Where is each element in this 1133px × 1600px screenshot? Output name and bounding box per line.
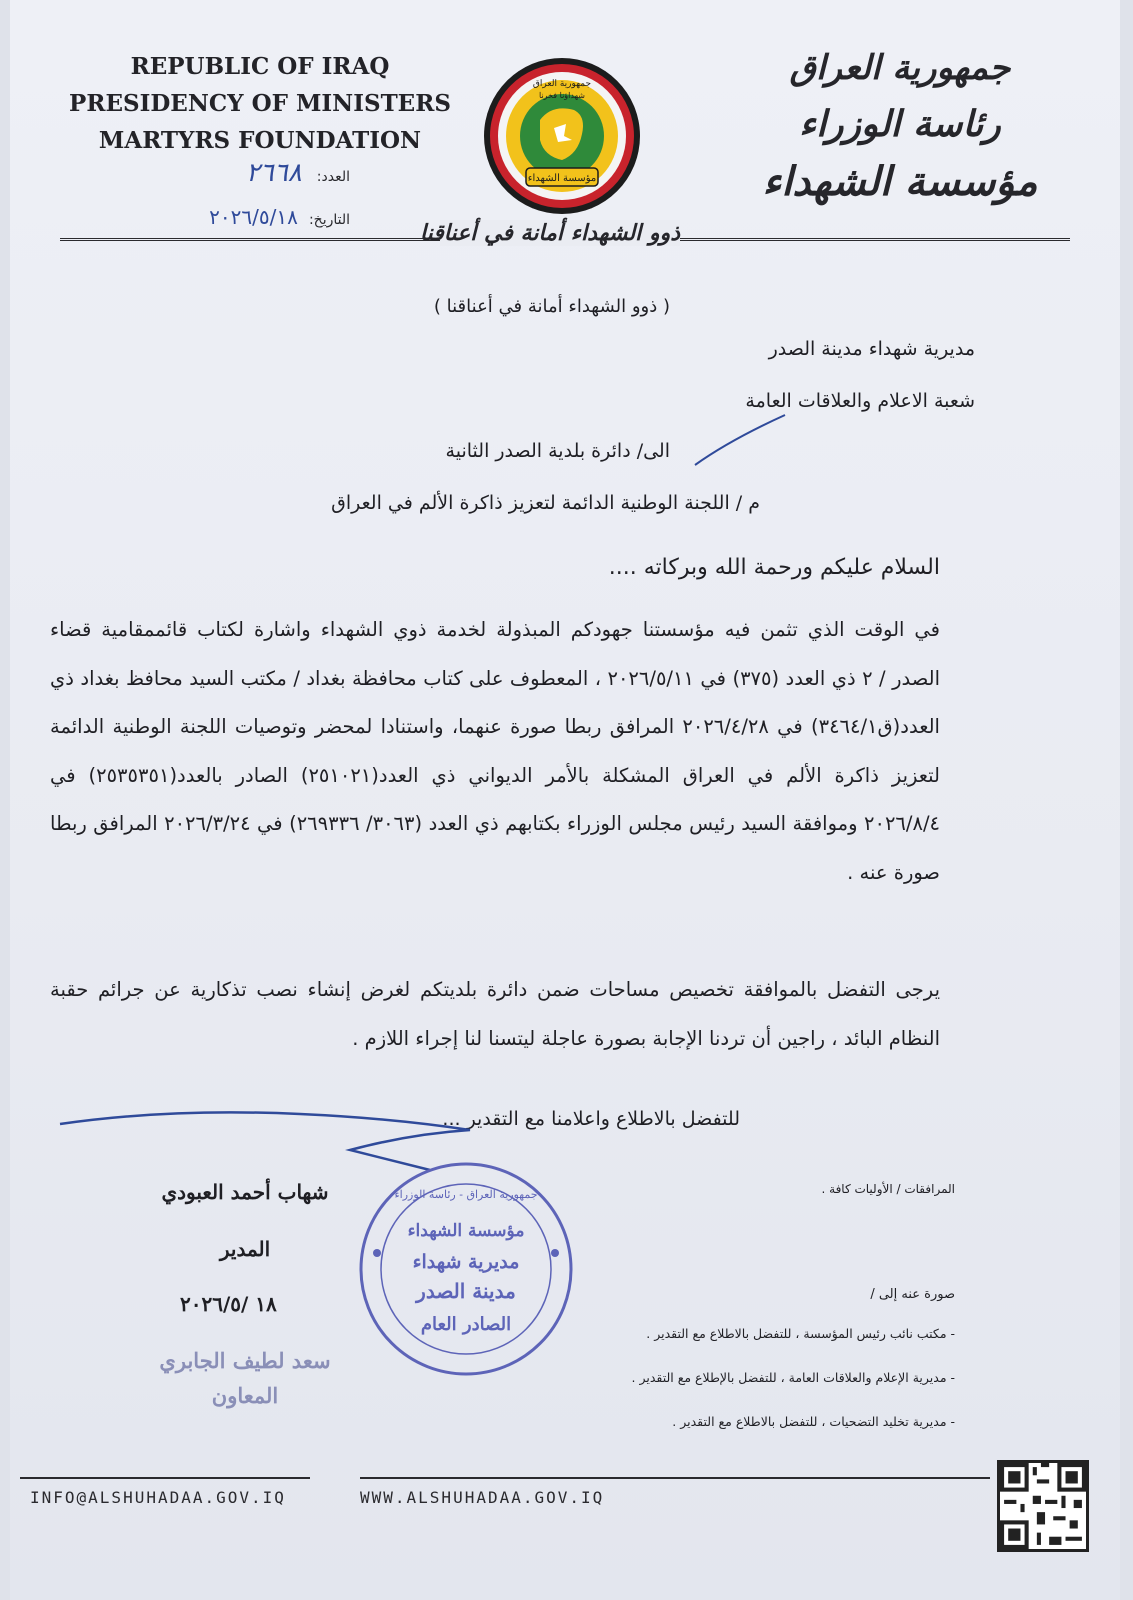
greeting: السلام عليكم ورحمة الله وبركاته .... xyxy=(608,555,940,580)
body-paragraph-1: في الوقت الذي تثمن فيه مؤسستنا جهودكم المبذولة لخدمة ذوي الشهداء واشارة لكتاب قائممقامية قضاء الصدر / ٢ ذي العدد (٣٧٥) في ٢٠٢٦/٥/١١ ، المعطوف على كتاب محافظة بغداد / مكتب السيد محافظ بغداد ذي العدد(ق٣٤٦٤/١) في ٢٠٢٦/٤/٢٨ المرافق ربطا صورة عنهما، واستنادا لمحضر وتوصيات اللجنة الوطنية الدائمة لتعزيز ذاكرة الألم في العراق المشكلة بالأمر الديواني ذي العدد(٢٥١٠٢١) الصادر بالعدد(٢٥٣٥٣٥١) في ٢٠٢٦/٨/٤ وموافقة السيد رئيس مجلس الوزراء بكتابهم ذي العدد (٣٠٦٣/ ٢٦٩٣٣٦) في ٢٠٢٦/٣/٢٤ المرافق ربطا صورة عنه . xyxy=(50,618,941,884)
footer-website[interactable]: WWW.ALSHUHADAA.GOV.IQ xyxy=(360,1488,605,1507)
section-name: شعبة الاعلام والعلاقات العامة xyxy=(745,390,975,412)
attachments-note: المرافقات / الأوليات كافة . xyxy=(821,1182,955,1196)
department-name: مديرية شهداء مدينة الصدر xyxy=(768,338,975,360)
english-header xyxy=(50,48,470,159)
assistant-title: المعاون xyxy=(211,1383,279,1408)
stamp-line-1: مؤسسة الشهداء xyxy=(407,1221,525,1241)
ref-date: ٢٠٢٦/٥/١٨ xyxy=(209,205,298,229)
reference-number-row xyxy=(246,158,350,188)
reference-date-row xyxy=(209,205,350,229)
ref-number-label: العدد: xyxy=(316,169,350,185)
official-stamp xyxy=(355,1158,577,1380)
cc-item: - مكتب نائب رئيس المؤسسة ، للتفضل بالاطلاع مع التقدير . xyxy=(646,1326,955,1341)
stamp-line-4: الصادر العام xyxy=(420,1314,512,1335)
header-line-foundation: MARTYRS FOUNDATION xyxy=(98,127,422,154)
motto-line: ( ذوو الشهداء أمانة في أعناقنا ) xyxy=(433,296,670,317)
letter-sheet xyxy=(10,0,1120,1600)
subject-line: م / اللجنة الوطنية الدائمة لتعزيز ذاكرة الألم في العراق xyxy=(331,492,760,514)
footer-divider-left xyxy=(20,1477,310,1479)
signatory-title: المدير xyxy=(219,1237,271,1261)
arabic-header-foundation: مؤسسة الشهداء xyxy=(762,158,1038,205)
ref-number: ٢٦٦٨ xyxy=(245,158,302,188)
cc-item: - مديرية الإعلام والعلاقات العامة ، للتفضل بالإطلاع مع التقدير . xyxy=(631,1370,955,1385)
martyrs-foundation-logo xyxy=(482,56,642,216)
stamp-line-3: مدينة الصدر xyxy=(416,1279,516,1303)
header-line-republic: REPUBLIC OF IRAQ xyxy=(130,53,390,80)
signatory-name: شهاب أحمد العبودي xyxy=(161,1180,329,1204)
arabic-header xyxy=(740,40,1060,212)
stamp-line-2: مديرية شهداء xyxy=(412,1251,520,1273)
arabic-header-presidency: رئاسة الوزراء xyxy=(799,103,1001,145)
closing-line: للتفضل بالاطلاع واعلامنا مع التقدير ... xyxy=(442,1108,740,1130)
signature-date: ١٨ /٢٠٢٦/٥ xyxy=(180,1292,277,1316)
cc-heading: صورة عنه إلى / xyxy=(870,1287,955,1302)
recipient-line: الى/ دائرة بلدية الصدر الثانية xyxy=(445,440,670,462)
logo-top-text: جمهورية العراق xyxy=(532,79,592,89)
arabic-header-republic: جمهورية العراق xyxy=(789,48,1011,88)
assistant-name: سعد لطيف الجابري xyxy=(159,1348,331,1373)
logo-slogan-text: شهداؤنا فخرنا xyxy=(539,91,585,100)
motto-banner: ذوو الشهداء أمانة في أعناقنا xyxy=(419,220,680,246)
stamp-ring-text: جمهورية العراق - رئاسة الوزراء xyxy=(394,1188,538,1201)
footer-divider-right xyxy=(360,1477,990,1479)
body-paragraph-2: يرجى التفضل بالموافقة تخصيص مساحات ضمن دائرة بلديتكم لغرض إنشاء نصب تذكارية عن جرائم حقبة النظام البائد ، راجين أن تردنا الإجابة بصورة عاجلة ليتسنا لنا إجراء اللازم . xyxy=(50,978,940,1050)
cc-item: - مديرية تخليد التضحيات ، للتفضل بالاطلاع مع التقدير . xyxy=(672,1414,955,1429)
qr-code-icon xyxy=(997,1460,1089,1552)
date-label: التاريخ: xyxy=(308,212,350,228)
pen-stroke-mark xyxy=(690,410,790,470)
header-line-presidency: PRESIDENCY OF MINISTERS xyxy=(69,90,451,117)
footer-email[interactable]: INFO@ALSHUHADAA.GOV.IQ xyxy=(30,1488,286,1507)
logo-bottom-text: مؤسسة الشهداء xyxy=(527,173,597,184)
